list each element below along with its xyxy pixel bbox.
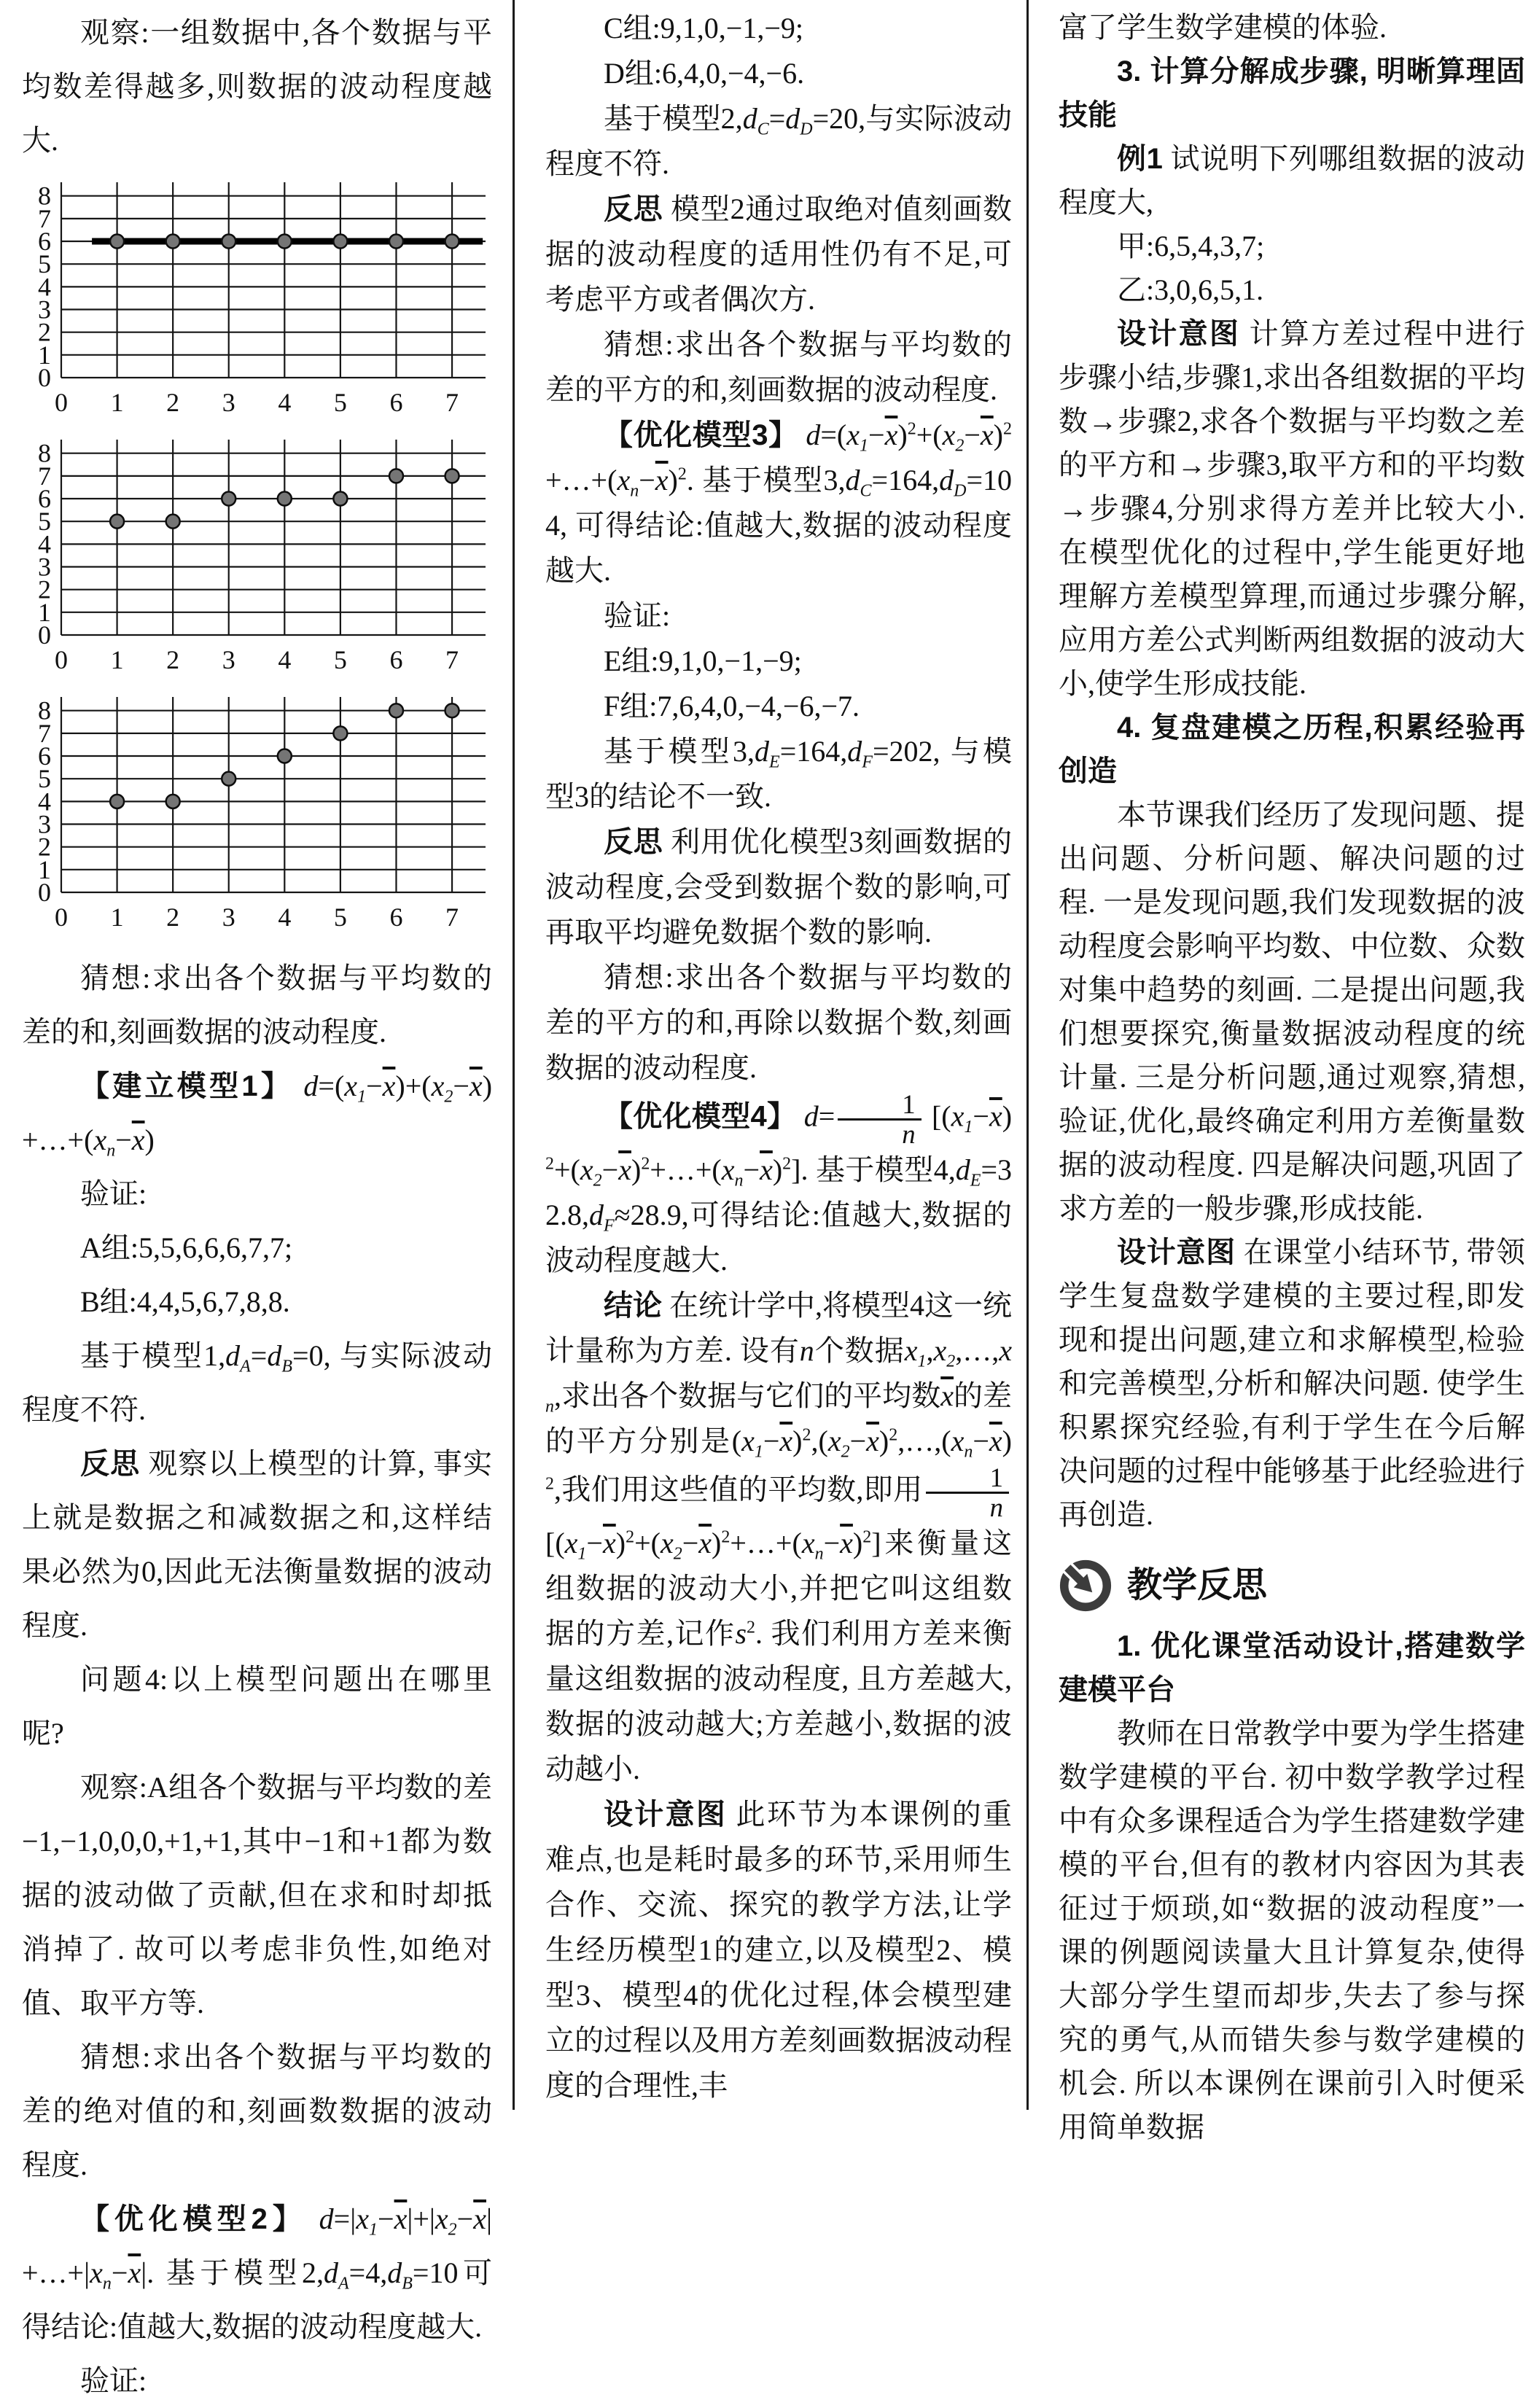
x-tick-label: 1 — [110, 388, 124, 417]
x-tick-label: 6 — [389, 388, 403, 417]
y-tick-label: 2 — [38, 317, 51, 347]
scatter-group-b-figure — [22, 694, 492, 940]
paragraph: 设计意图 计算方差过程中进行步骤小结,步骤1,求出各组数据的平均数→步骤2,求各个数据与平均数之差的平方和→步骤3,取平方和的平均数→步骤4,分别求得方差并比较大小. 在模型优化的过程中,学生能更好地理解方差模型算理,而通过步骤分解,应用方差公式判断两组数据的波动大小,使学生形成技能. — [1059, 317, 1526, 700]
y-tick-label: 7 — [38, 203, 51, 233]
y-tick-label: 2 — [38, 574, 51, 604]
x-tick-label: 3 — [222, 645, 235, 674]
paragraph: C组:9,1,0,−1,−9; — [604, 12, 804, 44]
data-point — [166, 795, 180, 808]
x-tick-label: 7 — [445, 903, 459, 932]
paragraph: 设计意图 在课堂小结环节, 带领学生复盘数学建模的主要过程,即发现和提出问题,建立和求解模型,检验和完善模型,分析和解决问题. 使学生积累探究经验,有利于学生在今后解决问题的过程中能够基于此经验进行再创造. — [1059, 1236, 1526, 1531]
paragraph: 反思 模型2通过取绝对值刻画数据的波动程度的适用性仍有不足,可考虑平方或者偶次方. — [545, 192, 1013, 316]
fraction: $\frac{1}{n}$ — [838, 1091, 921, 1147]
scatter-group-a-figure — [22, 437, 492, 682]
paragraph: A组:5,5,6,6,6,7,7; — [80, 1231, 293, 1264]
y-tick-label: 8 — [38, 438, 51, 468]
x-tick-label: 3 — [222, 388, 235, 417]
x-tick-label: 5 — [333, 388, 347, 417]
section-heading: 4. 复盘建模之历程,积累经验再创造 — [1059, 712, 1525, 787]
x-tick-label: 3 — [222, 903, 235, 932]
data-point — [333, 235, 347, 249]
y-tick-label: 8 — [38, 181, 51, 211]
column-divider-right — [1026, 0, 1029, 2110]
paragraph: 观察:A组各个数据与平均数的差−1,−1,0,0,0,+1,+1,其中−1和+1都为数据的波动做了贡献,但在求和时却抵消掉了. 故可以考虑非负性,如绝对值、取平方等. — [22, 1771, 492, 2019]
y-tick-label: 5 — [38, 764, 51, 794]
paragraph: 本节课我们经历了发现问题、提出问题、分析问题、解决问题的过程. 一是发现问题,我们发现数据的波动程度会影响平均数、中位数、众数对集中趋势的刻画. 二是提出问题,我们想要探究,衡量数据波动程度的统计量. 三是分析问题,通过观察,猜想,验证,优化,最终确定利用方差衡量数据的波动程度. 四是解决问题,巩固了求方差的一般步骤,形成技能. — [1059, 798, 1525, 1225]
x-tick-label: 0 — [55, 388, 68, 417]
y-tick-label: 0 — [38, 878, 51, 907]
x-tick-label: 4 — [278, 903, 292, 932]
paragraph: F组:7,6,4,0,−4,−6,−7. — [604, 690, 860, 722]
x-tick-label: 6 — [389, 645, 403, 674]
section-heading: 3. 计算分解成步骤, 明晰算理固技能 — [1059, 55, 1525, 131]
paragraph: 反思 利用优化模型3刻画数据的波动程度,会受到数据个数的影响,可再取平均避免数据个数的影响. — [545, 825, 1013, 948]
y-tick-label: 2 — [38, 832, 51, 862]
data-point — [333, 492, 347, 506]
paragraph: 乙:3,0,6,5,1. — [1117, 273, 1264, 306]
y-tick-label: 3 — [38, 552, 51, 582]
y-tick-label: 7 — [38, 461, 51, 491]
column-divider-left — [513, 0, 515, 2110]
paragraph: 问题4:以上模型问题出在哪里呢? — [22, 1663, 492, 1750]
column-left — [22, 0, 492, 2408]
scatter-group-b — [22, 694, 488, 936]
data-point — [222, 772, 235, 786]
y-tick-label: 6 — [38, 227, 51, 257]
paragraph: 基于模型$2,d_C=d_D=20$,与实际波动程度不符. — [545, 102, 1013, 180]
paragraph: 设计意图 此环节为本课例的重难点,也是耗时最多的环节,采用师生合作、交流、探究的教学方法,让学生经历模型1的建立,以及模型2、模型3、模型4的优化过程,体会模型建立的过程以及用方差刻画数据波动程度的合理性,丰 — [545, 1798, 1013, 2103]
x-tick-label: 7 — [445, 645, 459, 674]
x-tick-label: 4 — [278, 388, 292, 417]
y-tick-label: 4 — [38, 787, 51, 817]
paragraph: 基于模型$1,d_A=d_B=0$, 与实际波动程度不符. — [22, 1339, 492, 1426]
y-tick-label: 4 — [38, 529, 51, 559]
paragraph: 基于模型$3,d_E=164,d_F=202$, 与模型3的结论不一致. — [545, 735, 1013, 813]
paragraph: 验证: — [80, 2364, 147, 2397]
x-tick-label: 2 — [166, 903, 180, 932]
paragraph: 结论 在统计学中,将模型4这一统计量称为方差. 设有n个数据$x_1,x_2,\dots,x_n$,求出各个数据与它们的平均数$\overline{x}$的差的平方分别是$(x_1-\overline{x})^2,(x_2-\overline{x})^2,\dots,(x_n-\overline{x})^2$,我们用这些值的平均数,即用 $\frac{1}{n}$ $[(x_1-\overline{x})^2+(x_2-\overline{x})^2+\dots+(x_n-\overline{x})^2]$来衡量这组数据的波动大小,并把它叫这组数据的方差,记作$s^2$. 我们利用方差来衡量这组数据的波动程度, 且方差越大,数据的波动越大;方差越小,数据的波动越小. — [545, 1289, 1013, 1786]
x-tick-label: 2 — [166, 388, 180, 417]
data-point — [445, 235, 459, 249]
scatter-group-a — [22, 437, 488, 679]
paragraph: 猜想:求出各个数据与平均数的差的平方的和,刻画数据的波动程度. — [545, 328, 1012, 406]
y-tick-label: 3 — [38, 809, 51, 839]
scatter-constant-six — [22, 179, 488, 421]
x-tick-label: 0 — [55, 645, 68, 674]
paragraph: B组:4,4,5,6,7,8,8. — [80, 1285, 290, 1318]
x-tick-label: 5 — [333, 645, 347, 674]
paragraph: D组:6,4,0,−4,−6. — [604, 57, 805, 90]
section-heading: 1. 优化课堂活动设计,搭建数学建模平台 — [1059, 1630, 1525, 1706]
section-header-title: 教学反思 — [1127, 1566, 1268, 1605]
paragraph: 观察:一组数据中,各个数据与平均数差得越多,则数据的波动程度越大. — [22, 16, 492, 157]
x-tick-label: 4 — [278, 645, 292, 674]
paragraph: 【优化模型2】 $d=|x_1-\overline{x}|+|x_2-\overline{x}|+\dots+|x_n-\overline{x}|$. 基于模型$2,d_A=4,d_B=10$可得结论:值越大,数据的波动程度越大. — [22, 2202, 493, 2343]
data-point — [278, 235, 292, 249]
y-tick-label: 1 — [38, 854, 51, 884]
section-header-teaching-reflection — [1059, 1559, 1525, 1613]
x-tick-label: 1 — [110, 645, 124, 674]
data-point — [278, 749, 292, 763]
data-point — [166, 515, 180, 529]
data-point — [445, 469, 459, 483]
x-tick-label: 7 — [445, 388, 459, 417]
y-tick-label: 6 — [38, 484, 51, 514]
y-tick-label: 1 — [38, 340, 51, 370]
data-point — [110, 515, 124, 529]
fraction: $\frac{1}{n}$ — [926, 1464, 1009, 1521]
x-tick-label: 0 — [55, 903, 68, 932]
paragraph: 甲:6,5,4,3,7; — [1117, 230, 1265, 262]
scatter-constant-six-figure — [22, 179, 492, 425]
column-middle — [545, 0, 1012, 2108]
paragraph: 【优化模型4】 d= $\frac{1}{n}$ $[(x_1-\overline{x})^2+(x_2-\overline{x})^2+\dots+(x_n-\overline{x})^2]$. 基于模型$4,d_E=32.8,d_F\approx 28.9$,可得结论:值越大,数据的波动程度越大. — [545, 1089, 1013, 1277]
y-tick-label: 8 — [38, 695, 51, 725]
paragraph: 反思 观察以上模型的计算, 事实上就是数据之和减数据之和,这样结果必然为0,因此无法衡量数据的波动程度. — [22, 1447, 493, 1642]
x-tick-label: 5 — [333, 903, 347, 932]
y-tick-label: 1 — [38, 597, 51, 627]
paragraph: 猜想:求出各个数据与平均数的差的和,刻画数据的波动程度. — [22, 962, 492, 1048]
data-point — [110, 795, 124, 808]
y-tick-label: 5 — [38, 249, 51, 279]
y-tick-label: 4 — [38, 272, 51, 302]
x-tick-label: 6 — [389, 903, 403, 932]
paragraph: 富了学生数学建模的体验. — [1059, 11, 1387, 44]
data-point — [222, 492, 235, 506]
paragraph: 验证: — [604, 599, 671, 632]
paragraph: 验证: — [80, 1177, 147, 1210]
paragraph: E组:9,1,0,−1,−9; — [604, 644, 802, 677]
paragraph: 【建立模型1】 $d=(x_1-\overline{x})+(x_2-\overline{x})+\dots+(x_n-\overline{x})$ — [22, 1069, 493, 1161]
data-point — [389, 235, 403, 249]
y-tick-label: 7 — [38, 718, 51, 748]
data-point — [389, 469, 403, 483]
y-tick-label: 6 — [38, 741, 51, 771]
data-point — [222, 235, 235, 249]
reflect-arrow-icon — [1059, 1559, 1113, 1613]
y-tick-label: 5 — [38, 507, 51, 537]
y-tick-label: 0 — [38, 363, 51, 392]
y-tick-label: 0 — [38, 620, 51, 650]
x-tick-label: 2 — [166, 645, 180, 674]
data-point — [333, 726, 347, 740]
data-point — [278, 492, 292, 506]
paragraph: 猜想:求出各个数据与平均数的差的平方的和,再除以数据个数,刻画数据的波动程度. — [545, 961, 1012, 1084]
paragraph: 教师在日常教学中要为学生搭建数学建模的平台. 初中数学教学过程中有众多课程适合为学生搭建数学建模的平台,但有的教材内容因为其表征过于烦琐,如“数据的波动程度”一课的例题阅读量大且计算复杂,使得大部分学生望而却步,失去了参与探究的勇气,从而错失参与数学建模的机会. 所以本课例在课前引入时便采用简单数据 — [1059, 1717, 1525, 2143]
data-point — [110, 235, 124, 249]
data-point — [166, 235, 180, 249]
data-point — [389, 704, 403, 717]
paragraph: 猜想:求出各个数据与平均数的差的绝对值的和,刻画数数据的波动程度. — [22, 2041, 492, 2181]
x-tick-label: 1 — [110, 903, 124, 932]
y-tick-label: 3 — [38, 295, 51, 324]
data-point — [445, 704, 459, 717]
column-right — [1059, 0, 1525, 2149]
paragraph: 【优化模型3】 $d=(x_1-\overline{x})^2+(x_2-\overline{x})^2+\dots+(x_n-\overline{x})^2$. 基于模型$3,d_C=164,d_D=104$, 可得结论:值越大,数据的波动程度越大. — [545, 418, 1012, 587]
paragraph: 例1 试说明下列哪组数据的波动程度大, — [1059, 142, 1525, 219]
